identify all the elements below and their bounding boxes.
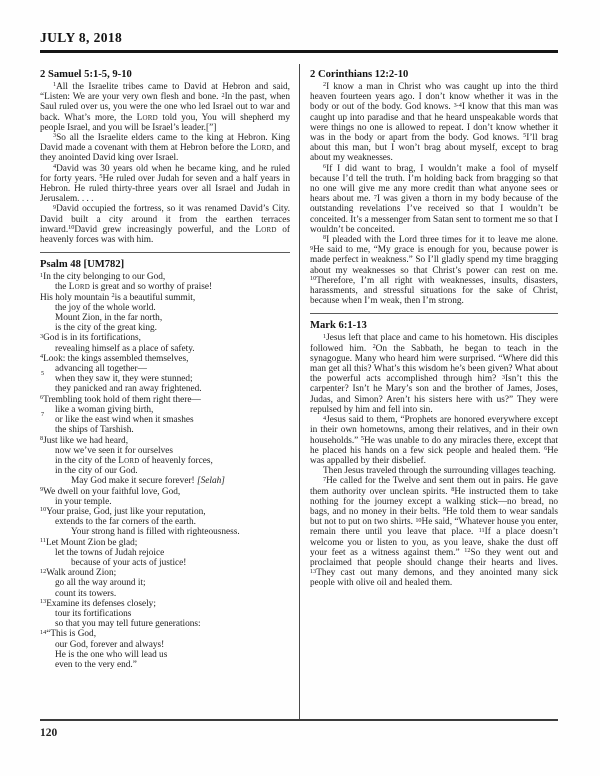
paragraph: $^4$Jesus said to them, “Prophets are honored everywhere except in their own hometowns, among their relatives, and in their own households.” $^5$He was unable to do any miracles there, except that he placed his hands on a few sick people and healed them. $^6$He was appalled by their disbelief.	[310, 414, 558, 466]
paragraph: Then Jesus traveled through the surrounding villages teaching.	[323, 466, 556, 477]
verse-line: the Lord is great and so worthy of praise!	[55, 282, 213, 293]
verse-line: our God, forever and always!	[55, 639, 165, 650]
verse-line: in the city of the Lord of heavenly forces,	[55, 455, 213, 466]
verse-line: $^9$We dwell on your faithful love, God,	[40, 485, 181, 497]
verse-line: even to the very end.”	[55, 659, 137, 670]
page-number: 120	[40, 727, 58, 739]
paragraph: $^2$I know a man in Christ who was caught up into the third heaven fourteen years ago. I don’t know whether it was in the body or out of the body. God knows. $^{3-4}$I know that this man was caught up into paradise and that he heard unspeakable words that were things no one is allowed to repeat. I don’t know whether it was in the body or apart from the body. God knows. $^5$I’ll brag about this man, but I won’t brag about myself, except to brag about my weaknesses.	[310, 81, 558, 164]
paragraph: $^7$He called for the Twelve and sent them out in pairs. He gave them authority over unclean spirits. $^8$He instructed them to take nothing for the journey except a walking stick—no bread, no bags, and no money in their belts. $^9$He told them to wear sandals but not to put on two shirts. $^{10}$He said, “Whatever house you enter, remain there until you leave that place. $^{11}$If a place doesn’t welcome you or listen to you, as you leave, shake the dust off your feet as a witness against them.” $^{12}$So they went out and proclaimed that people should change their hearts and lives. $^{13}$They cast out many demons, and they anointed many sick people with olive oil and healed them.	[310, 475, 558, 589]
right-column	[299, 64, 558, 719]
verse-line: $^{10}$Your praise, God, just like your reputation,	[40, 506, 206, 517]
verse-line: $^4$Look: the kings assembled themselves,	[40, 353, 189, 364]
verse-line: advancing all together—	[55, 364, 147, 375]
reading-psalm-48	[40, 259, 290, 670]
reading-title: Psalm 48 [UM782]	[40, 259, 125, 271]
verse-line: $^1$In the city belonging to our God,	[40, 271, 166, 283]
paragraph: $^1$All the Israelite tribes came to David at Hebron and said, “Listen: We are your very own flesh and bone. $^2$In the past, when Saul ruled over us, you were the one who led Israel out to war and back. What’s more, the Lord told you, You will shepherd my people Israel, and you will be Israel’s leader.[”]	[40, 81, 291, 133]
paragraph: $^1$Jesus left that place and came to his hometown. His disciples followed him. $^2$On the Sabbath, he began to teach in the synagogue. Many who heard him were surprised. “Where did this man get all this? What’s this wisdom he’s been given? What about the powerful acts accomplished through him? $^3$Isn’t this the carpenter? Isn’t he Mary’s son and the brother of James, Joses, Judas, and Simon? Aren’t his sisters here with us?” They were repulsed by him and fell into sin.	[310, 332, 558, 415]
footer-rule	[40, 719, 558, 721]
verse-line: because of your acts of justice!	[71, 557, 187, 568]
verse-line: like a woman giving birth,	[55, 404, 154, 415]
paragraph: $^6$If I did want to brag, I wouldn’t make a fool of myself because I’d tell the truth. I’m holding back from bragging so that no one will give me any more credit than what anyone sees or hears about me. $^7$I was given a thorn in my body because of the outstanding revelations I’ve received so that I wouldn’t be conceited. It’s a messenger from Satan sent to torment me so that I wouldn’t be conceited.	[310, 163, 558, 235]
reading-body	[40, 82, 290, 245]
verse-line: He is the one who will lead us	[55, 649, 168, 660]
verse-line: they panicked and ran away frightened.	[55, 384, 202, 395]
verse-line: Your strong hand is filled with righteousness.	[71, 527, 240, 538]
paragraph: $^4$David was 30 years old when he became king, and he ruled for forty years. $^5$He ruled over Judah for seven and a half years in Hebron. He ruled thirty-three years over all Israel and Judah in Jerusalem. . . .	[40, 163, 290, 205]
verse-line: $^8$Just like we had heard,	[40, 434, 129, 446]
header-rule	[40, 50, 558, 53]
verse-line: 7 or like the east wind when it smashes	[41, 411, 194, 426]
section-divider-rule	[310, 313, 558, 314]
reading-body	[40, 272, 290, 670]
reading-body	[310, 333, 558, 588]
verse-line: $^6$Trembling took hold of them right there—	[40, 394, 201, 405]
verse-line: $^3$God is in its fortifications,	[40, 332, 141, 344]
date-header: JULY 8, 2018	[40, 30, 123, 45]
verse-line: count its towers.	[55, 588, 117, 599]
reading-2-samuel	[40, 69, 290, 245]
paragraph: $^9$David occupied the fortress, so it was renamed David’s City. David built a city around it from the earthen terraces inward.$^{10}$David grew increasingly powerful, and the Lord of heavenly forces was with him.	[40, 203, 290, 246]
verse-line: revealing himself as a place of safety.	[55, 343, 195, 354]
reading-title: Mark 6:1-13	[310, 320, 367, 332]
verse-line: in the city of our God.	[55, 466, 138, 477]
verse-line: now we’ve seen it for ourselves	[55, 445, 173, 456]
verse-line: 5 when they saw it, they were stunned;	[41, 370, 193, 385]
verse-line: May God make it secure forever! [Selah]	[71, 476, 225, 487]
verse-line: $^{14}$“This is God,	[40, 628, 97, 640]
verse-line: let the towns of Judah rejoice	[55, 547, 165, 558]
verse-line: tour its fortifications	[55, 608, 132, 619]
verse-line: $^{11}$Let Mount Zion be glad;	[40, 536, 138, 548]
verse-line: in your temple.	[55, 496, 112, 507]
verse-line: go all the way around it;	[55, 578, 146, 589]
verse-line: so that you may tell future generations:	[55, 619, 201, 630]
paragraph: $^3$So all the Israelite elders came to the king at Hebron. King David made a covenant with them at Hebron before the Lord, and they anointed David king over Israel.	[40, 132, 290, 164]
reading-mark	[310, 320, 558, 588]
reading-body	[310, 82, 558, 306]
left-column	[40, 64, 299, 719]
reading-2-corinthians	[310, 69, 558, 306]
verse-line: Mount Zion, in the far north,	[55, 313, 163, 324]
verse-line: $^{12}$Walk around Zion;	[40, 567, 117, 579]
section-divider-rule	[40, 252, 290, 253]
reading-title: 2 Corinthians 12:2-10	[310, 69, 409, 80]
reading-title: 2 Samuel 5:1-5, 9-10	[40, 69, 132, 80]
text-columns	[40, 64, 558, 719]
verse-line: the ships of Tarshish.	[55, 425, 134, 436]
paragraph: $^8$I pleaded with the Lord three times for it to leave me alone. $^9$He said to me, “My grace is enough for you, because power is made perfect in weakness.” So I’ll gladly spend my time bragging about my weaknesses so that Christ’s power can rest on me. $^{10}$Therefore, I’m all right with weaknesses, insults, disasters, harassments, and stressful situations for the sake of Christ, because when I’m weak, then I’m strong.	[310, 234, 558, 307]
verse-line: the joy of the whole world.	[55, 302, 156, 313]
verse-line: extends to the far corners of the earth.	[55, 517, 196, 528]
page-header	[40, 30, 558, 53]
verse-line: $^{13}$Examine its defenses closely;	[40, 598, 156, 609]
verse-line: His holy mountain $^2$is a beautiful summit,	[40, 292, 196, 303]
verse-line: is the city of the great king.	[55, 323, 157, 334]
